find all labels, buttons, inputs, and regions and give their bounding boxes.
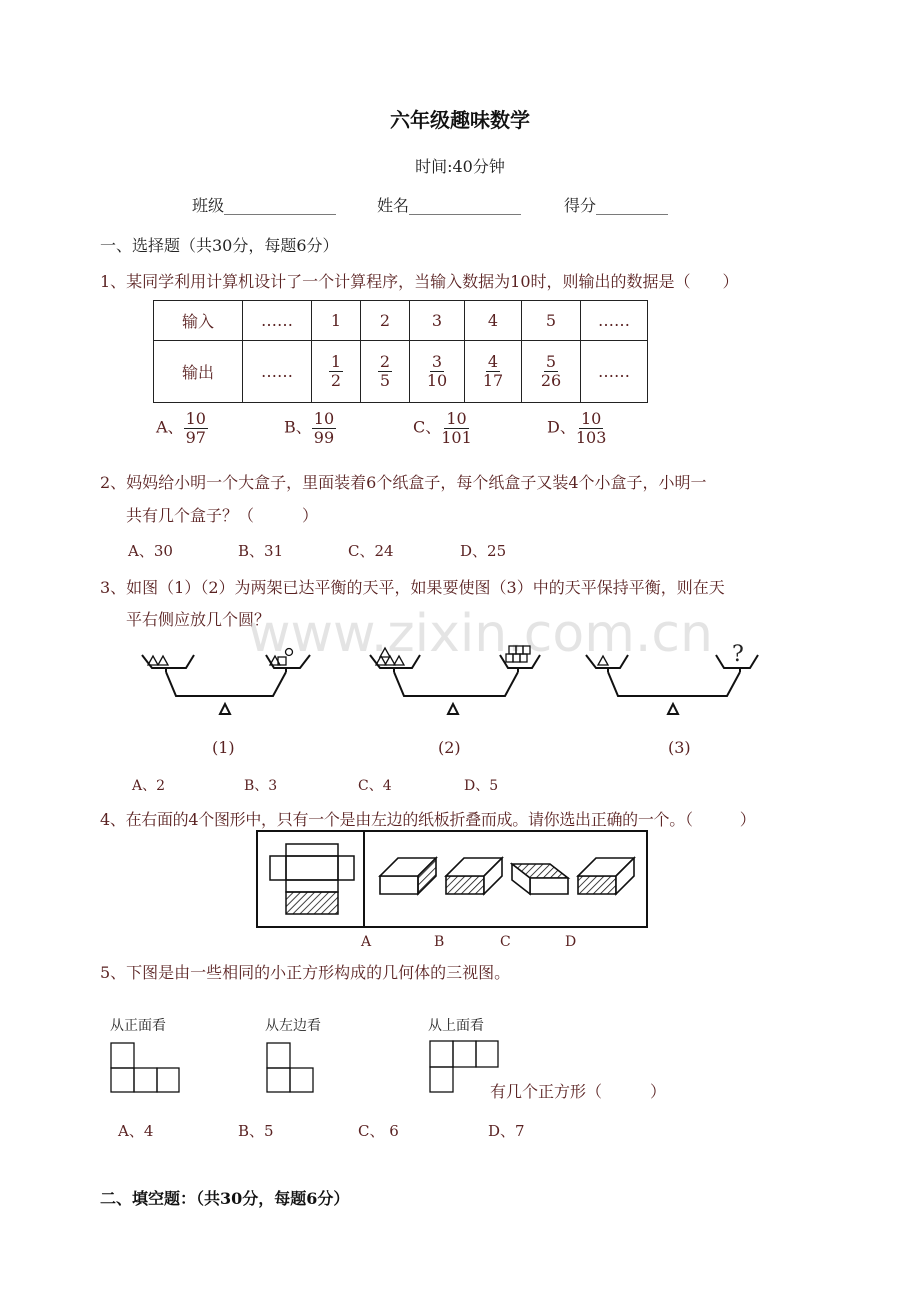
name-field: 姓名______________ (377, 196, 522, 215)
io-input-cell: 5 (522, 301, 581, 341)
io-output-cell: …… (243, 341, 312, 403)
io-input-cell: 2 (361, 301, 410, 341)
q3-text-line1: 3、如图（1）（2）为两架已达平衡的天平，如果要使图（3）中的天平保持平衡，则在天 (100, 578, 725, 597)
balance-1 (128, 640, 318, 722)
io-output-cell: $\frac{2}{5}$ (361, 341, 410, 403)
q1-option-a[interactable]: A、 $\frac{10}{97}$ (156, 409, 206, 447)
io-input-cell: 4 (465, 301, 522, 341)
q5-option-a[interactable]: A、4 (118, 1122, 154, 1140)
figure-label-1: (1) (212, 738, 235, 757)
section1-header: 一、选择题（共30分，每题6分） (100, 236, 339, 255)
figure-label-2: (2) (438, 738, 461, 757)
io-row-label: 输入 (154, 301, 243, 341)
io-output-cell: $\frac{3}{10}$ (410, 341, 465, 403)
io-output-cell: …… (581, 341, 648, 403)
balance-2 (360, 640, 550, 722)
q2-option-a[interactable]: A、30 (128, 542, 173, 560)
io-output-cell: $\frac{1}{2}$ (312, 341, 361, 403)
q5-option-d[interactable]: D、7 (488, 1122, 525, 1140)
q5-option-b[interactable]: B、5 (238, 1122, 274, 1140)
q3-text-line2: 平右侧应放几个圆？ (126, 610, 271, 629)
io-input-cell: …… (581, 301, 648, 341)
q2-text-line2: 共有几个盒子？（ ） (126, 506, 319, 525)
question-mark: ? (732, 642, 744, 667)
io-input-cell: …… (243, 301, 312, 341)
io-output-cell: $\frac{4}{17}$ (465, 341, 522, 403)
q5-text: 5、下图是由一些相同的小正方形构成的几何体的三视图。 (100, 963, 511, 982)
q1-option-d[interactable]: D、 $\frac{10}{103}$ (547, 409, 607, 447)
watermark: www.zixin.com.cn (248, 604, 713, 664)
time-limit: 时间:40分钟 (415, 157, 505, 176)
q3-option-c[interactable]: C、4 (358, 778, 392, 794)
q1-option-b[interactable]: B、 $\frac{10}{99}$ (284, 409, 335, 447)
io-table (153, 300, 648, 403)
io-input-cell: 1 (312, 301, 361, 341)
cuboid-c (510, 854, 572, 898)
q3-option-b[interactable]: B、3 (244, 778, 278, 794)
cuboid-d (576, 854, 638, 898)
cuboid-a (378, 854, 440, 898)
q3-option-a[interactable]: A、2 (132, 778, 166, 794)
class-field: 班级______________ (192, 196, 337, 215)
q5-option-c[interactable]: C、 6 (358, 1122, 399, 1140)
q5-ask: 有几个正方形（ ） (490, 1082, 667, 1101)
q2-option-b[interactable]: B、31 (238, 542, 284, 560)
left-view (266, 1042, 316, 1094)
q2-option-d[interactable]: D、25 (460, 542, 507, 560)
q4-option-d[interactable]: D (565, 934, 577, 950)
q1-option-c[interactable]: C、 $\frac{10}{101}$ (413, 409, 472, 447)
q4-option-b[interactable]: B (434, 934, 445, 950)
q1-text: 1、某同学利用计算机设计了一个计算程序，当输入数据为10时，则输出的数据是（ ） (100, 272, 739, 291)
io-input-cell: 3 (410, 301, 465, 341)
front-view (110, 1042, 182, 1094)
section2-header: 二、填空题：（共30分，每题6分） (100, 1189, 350, 1208)
score-field: 得分_________ (564, 196, 669, 215)
view-front-label: 从正面看 (110, 1018, 166, 1034)
q2-option-c[interactable]: C、24 (348, 542, 394, 560)
cuboid-b (444, 854, 506, 898)
q4-option-c[interactable]: C (500, 934, 511, 950)
q4-text: 4、在右面的4个图形中，只有一个是由左边的纸板折叠而成。请你选出正确的一个。（ ） (100, 810, 756, 829)
io-output-cell: $\frac{5}{26}$ (522, 341, 581, 403)
io-row-label: 输出 (154, 341, 243, 403)
q4-option-a[interactable]: A (361, 934, 372, 950)
figure-label-3: (3) (668, 738, 691, 757)
view-left-label: 从左边看 (265, 1018, 321, 1034)
page-title: 六年级趣味数学 (390, 108, 530, 132)
q3-option-d[interactable]: D、5 (464, 778, 499, 794)
view-top-label: 从上面看 (428, 1018, 484, 1034)
q2-text-line1: 2、妈妈给小明一个大盒子，里面装着6个纸盒子，每个纸盒子又装4个小盒子，小明一 (100, 473, 707, 492)
